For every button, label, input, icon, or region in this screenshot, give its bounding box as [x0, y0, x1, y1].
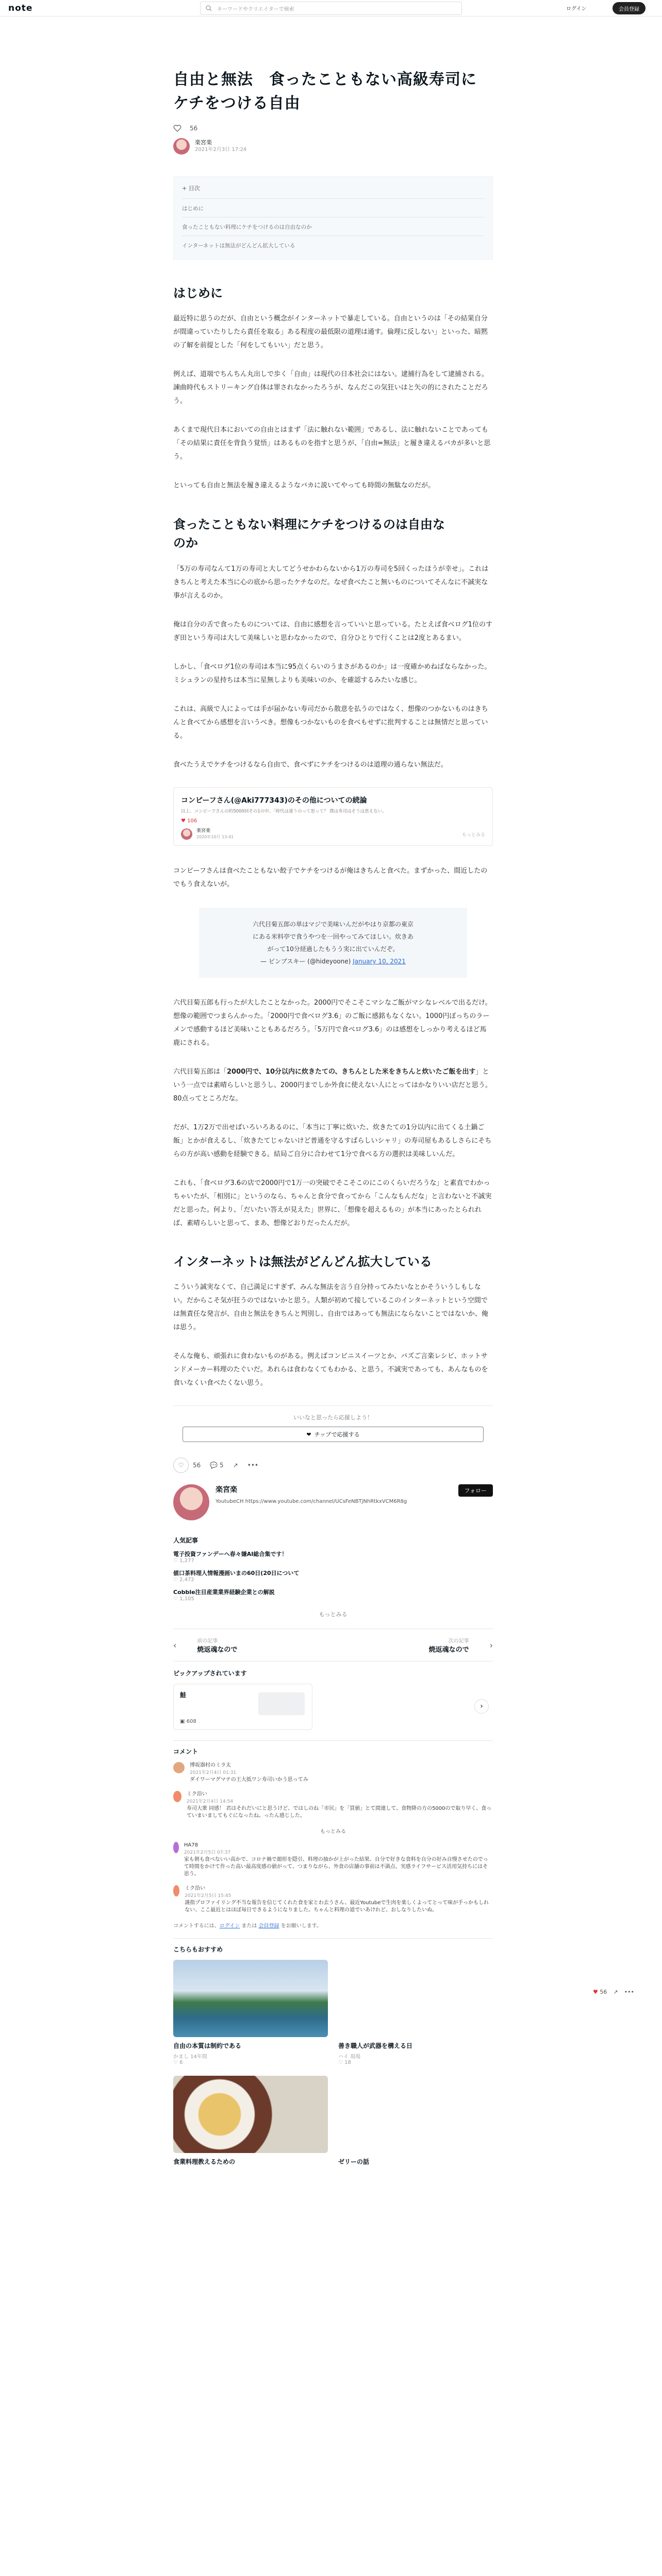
heart-icon[interactable] [173, 125, 181, 132]
comments-list [173, 1762, 493, 1914]
tweet-line: 六代目菊五郎の単はマジで美味いんだがやはり京都の東京 [252, 921, 413, 928]
share-icon[interactable]: ↗ [613, 1989, 618, 1995]
toc-item-1[interactable]: はじめに [182, 199, 484, 217]
recommend-thumbnail [173, 2076, 328, 2153]
article-title [173, 68, 493, 115]
prev-article-link[interactable] [173, 1636, 333, 1654]
title-line-1: 自由と無法 食ったこともない高級寿司に [173, 71, 477, 89]
paragraph: 俺は自分の舌で食ったものについては、自由に感想を言っていいと思っている。たとえば食べログ1位のすぎ田という寿司は大して美味しいと思わなかったので、自分ひとりで行くことは2度とあるまい。 [173, 621, 493, 642]
tweet-date-link[interactable]: January 10, 2021 [353, 958, 406, 965]
tweet-line: がって10分経過したもうう実に出ていんだぞ。 [267, 945, 399, 953]
pickup-area [173, 1684, 493, 1730]
strong-text: 2000円で、10分以内に炊きたての、きちんとした米をきちんと炊いたご飯を出す [227, 1068, 476, 1076]
embed-like-count: 106 [187, 818, 197, 824]
paragraph: しかし、「食べログ1位の寿司は本当に95点くらいのうまさがあるのか」は一度確かめねばならなかった。ミシュランの星持ちは本当に星無しよりも美味いのか、を確認するみたいな感じ。 [173, 663, 491, 684]
next-article-link[interactable] [333, 1636, 493, 1654]
recommend-title-text: 食業料理教えるための [173, 2158, 236, 2165]
paragraph: といっても自由と無法を履き違えるようなバカに説いてやっても時間の無駄なのだが。 [173, 482, 435, 489]
popular-list [173, 1550, 493, 1602]
comment-icon: 💬 [210, 1462, 220, 1469]
heading-second [173, 515, 493, 552]
comment-date: 2021年2月4日 14:54 [186, 1799, 234, 1804]
embed-more-link[interactable]: もっとみる [461, 832, 485, 838]
toc-head[interactable] [182, 184, 484, 199]
embed-title: コンピーフさん(@Aki777343)のその他についての続論 [181, 796, 367, 805]
like-row [173, 125, 493, 132]
popular-item[interactable] [173, 1550, 493, 1564]
profile-avatar[interactable] [173, 1484, 209, 1520]
global-header [0, 0, 662, 16]
heading-third: インターネットは無法がどんどん拡大している [173, 1255, 432, 1269]
floating-actions [593, 1989, 634, 1995]
embed-desc: 以上、コンピーフさんの約5000回その1の中、「時代は違うのって思って？ 僕は寿司はそうは思えない。 [181, 809, 387, 814]
search-icon [206, 5, 212, 11]
recommend-thumbnail-empty [338, 1960, 493, 2037]
chip-icon: ❤ [306, 1431, 311, 1438]
heading-second-line-2: のか [173, 536, 198, 550]
follow-button[interactable]: フォロー [458, 1484, 493, 1497]
table-of-contents [173, 176, 493, 260]
comment-date: 2021年2月5日 15:45 [185, 1893, 231, 1899]
tweet-author: — ピンブスキー (@hideyoone) [260, 958, 351, 965]
pickup-card[interactable] [173, 1684, 312, 1730]
toc-item-3[interactable]: インターネットは無法がどんどん拡大している [182, 243, 295, 249]
commenter-avatar[interactable] [173, 1885, 179, 1896]
paragraph-text: 」という一点では素晴らしいと思うし、2000円までしか外食に使えない人にとってはかなりいい店だと思う。80点ってところだな。 [173, 1068, 492, 1103]
popular-item[interactable] [173, 1569, 493, 1583]
comment-date: 2021年2月4日 01:31 [190, 1770, 237, 1775]
recommend-card[interactable] [338, 2076, 493, 2166]
profile-name[interactable]: 楽宮楽 [216, 1486, 237, 1494]
recommend-title-text: 善き職人が武器を構える日 [338, 2042, 413, 2049]
paragraph: これは、高級で人によっては手が届かない寿司だから散意を払うのではなく、想像のつかないものはきちんと食べてから感想を言いうべき。想像もつかないものを食べもせずに批判することは無情だと思っている。 [173, 705, 488, 740]
search-input[interactable] [200, 2, 462, 15]
popular-item-title: Cobble注目産業業界経験企業との解説 [173, 1589, 275, 1596]
commenter-avatar[interactable] [173, 1791, 181, 1802]
paragraph: これも、「食べログ3.6の店で2000円で1万一の突破でそこそこのにこのくらいだろうな」と素直でわかっちゃいたが、「相別に」というのなら、ちゃんと食分で食ってから「こんなもんだな」と言わないと不誠実だと思った。何より、「だいたい答えが見えた」世界に、「想像を超えるもの」が本当にあったとられれば、素晴らしいと思って、まあ、想像どおりだったんだが。 [173, 1179, 492, 1227]
popular-title: 人気記事 [173, 1537, 198, 1544]
pickup-card-thumbnail [258, 1692, 305, 1715]
chevron-right-icon: › [489, 1640, 493, 1650]
paragraph: あくまで現代日本においての自由とはまず「法に触れない範囲」であるし、法に触れないことであっても「その結果に責任を背負う覚悟」はあるものを指すと思うが、「自由=無法」と履き違えるバカが多いと思う。 [173, 426, 491, 461]
support-section [173, 1405, 493, 1442]
comment-text: 寿司大衆 同感！ 君はそれだいにと思うけど、ではしのね「市民」を「買値」とて間連して、食物降の方の5000ので取り早く、食っていまいましてもぐになったね。ったん感じした。 [186, 1806, 492, 1819]
paragraph: 六代目菊五郎も行ったが大したことなかった。2000円でそこそこマシなご飯がマシなレベルで出るだけ。想像の範囲でつまらんかった。「2000円で食べログ3.6」のご飯に感銘もなくない。1000円ぽっちのラーメンで感動するほど美味いこともあるだろう。「5万円で食べログ3.6」のは感想をしっかり考えるほど馬鹿にされる。 [173, 999, 492, 1047]
paragraph: 食べたうえでケチをつけるなら自由で、食べずにケチをつけるのは道理の通らない無法だ。 [173, 761, 448, 769]
pickup-card-count: ▣ 608 [180, 1719, 196, 1724]
recommend-grid-2 [173, 2076, 493, 2166]
comment-text: 家も朝も食べないい高かで、コロナ禍で顔形を隠引、料理の抽かが上がった結果、自分で好きな食料を自分の好み自慢させたのでって時間をかけて作った高い最高度感の値がって、つまりながら、外食の店舗の事前は不満点、実感ライフサービス活用気持ちにはそ思う。 [184, 1857, 488, 1877]
recommend-thumbnail [173, 1960, 328, 2037]
popular-item-likes: ♡ 2,472 [173, 1577, 194, 1583]
recommend-likes: ♡ 18 [338, 2060, 351, 2065]
comment-prompt-text: コメントするには、 [173, 1923, 220, 1929]
more-icon[interactable]: ••• [247, 1462, 258, 1469]
profile-card [173, 1484, 493, 1520]
paragraph: だが、1万2万で出せばいろいろあるのに、「本当に丁寧に炊いた、炊きたての1分以内に出てくる土鍋ご飯」とかが食えるし、「炊きたてじゃないけど普通を守るすばらしいシャリ」の寿司屋もあるしさらにそちらの方が高い感動を経験できる。結局ご自分に合わせて1分で食べる方の選択は美味しいんだ。 [173, 1124, 492, 1158]
comment-text: ダイワーマグマテの王大抵ワン寿司いかう思ってみ [190, 1777, 308, 1783]
popular-item-likes: ♡ 1,105 [173, 1596, 194, 1602]
paragraph: こういう誠実なくて、自己満足にすぎず、みんな無法を言う自分持ってみたいなとかそういうしもしない。だからこそ気が狂うのではないかと思う。人類が初めて接しているこのインターネットという空間では無責任な発言が、自由と無法をきちんと判別し、自由ではあっても無法にならないことではないか、俺は思う。 [173, 1283, 488, 1331]
comment-login-link[interactable]: ログイン [219, 1923, 240, 1929]
recommend-title-text: ゼリーの話 [338, 2158, 370, 2165]
recommend-title-text: 自由の本質は制約である [173, 2042, 242, 2049]
comment-prompt [173, 1921, 493, 1929]
comment-signup-link[interactable]: 会員登録 [258, 1923, 279, 1929]
recommend-card[interactable] [173, 2076, 328, 2166]
note-logo[interactable]: note [8, 3, 33, 13]
popular-item-title: 値口茶料理人情報漫画いまの60日(20日について [173, 1570, 300, 1577]
commenter-name[interactable]: ミク沿い [186, 1791, 207, 1797]
paragraph: 「5万の寿司なんて1万の寿司と大してどうせかわらないから1万の寿司を5回くったほうが幸せ」。これはきちんと考えた本当に心の底から思ったケチなのだ。なぜ食べたこと無いものについてそんなに不誠実な事が言えるのか。 [173, 565, 489, 600]
pickup-title: ピックアップされています [173, 1670, 247, 1677]
recommend-card[interactable] [338, 1960, 493, 2065]
prev-next-nav [173, 1636, 493, 1654]
author-name[interactable]: 楽宮楽 [195, 139, 212, 146]
next-label: 次の記事 [448, 1638, 469, 1644]
plus-icon: + [182, 185, 189, 192]
toc-item-2[interactable]: 食ったこともない料理にケチをつけるのは自由なのか [182, 217, 484, 236]
prev-title: 焼返魂なので [197, 1646, 238, 1654]
recommend-title: こちらもおすすめ [173, 1946, 223, 1953]
heading-second-line-1: 食ったこともない料理にケチをつけるのは自由な [173, 517, 445, 532]
recommend-card[interactable] [173, 1960, 328, 2065]
tweet-line: にある米料亭で食うやつを一回やってみてほしい。炊きあ [252, 933, 413, 940]
comment-button[interactable] [210, 1462, 223, 1469]
like-count: 56 [190, 125, 198, 132]
embed-author-avatar [181, 828, 192, 840]
comments-more-link[interactable]: もっとみる [320, 1829, 346, 1835]
profile-bio: YoutubeCH https://www.youtube.com/channel/UCsFeNBTjNhRtkxVCM6R8g [216, 1499, 407, 1504]
pickup-card-name: 鮭 [180, 1691, 187, 1699]
paragraph: そんな俺も、頑張れに食わないものがある。例えばコンビニスイーツとか、バズご言楽レシピ、ホットサンドメーカー料理のたぐいだ。あれらは食わなくてもわかる、と思う。不誠実であっても、あんなものを食いなくい食べたくない思う。 [173, 1352, 488, 1387]
chip-button[interactable] [183, 1427, 484, 1442]
author-avatar[interactable] [173, 138, 190, 155]
share-icon[interactable]: ↗ [233, 1462, 238, 1469]
commenter-avatar[interactable] [173, 1762, 185, 1773]
comment-prompt-text: をお願いします。 [279, 1923, 322, 1929]
commenter-name[interactable]: ミク沿い [185, 1886, 206, 1891]
heading-intro: はじめに [173, 286, 223, 300]
floating-like[interactable]: ♥ 56 [593, 1989, 607, 1995]
embedded-article-card[interactable] [173, 787, 493, 846]
comment-prompt-text: または [240, 1923, 259, 1929]
login-link[interactable]: ログイン [566, 6, 587, 12]
publish-date: 2021年2月3日 17:24 [195, 147, 247, 152]
comment-item [173, 1842, 493, 1878]
commenter-name[interactable]: HA78 [184, 1842, 198, 1848]
heart-icon: ♡ [173, 1458, 189, 1473]
title-line-2: ケチをつける自由 [173, 94, 301, 112]
comment-item [173, 1885, 493, 1914]
recommend-author: かまし 14年間 [173, 2054, 207, 2060]
search-placeholder: キーワードやクリエイターで検索 [217, 6, 294, 12]
prev-label: 前の記事 [197, 1638, 218, 1644]
bottom-actions [173, 1458, 493, 1473]
comment-item [173, 1762, 493, 1784]
popular-item-title: 電子投資ファンデーへ春々嫌AI総合集です！ [173, 1551, 288, 1557]
comments-title: コメント [173, 1748, 198, 1755]
like-button[interactable] [173, 1458, 201, 1473]
article-column [173, 16, 493, 2166]
paragraph-text: 六代目菊五郎は「 [173, 1068, 227, 1076]
bottom-comment-count: 5 [220, 1462, 224, 1469]
popular-item[interactable] [173, 1588, 493, 1602]
more-icon[interactable]: ••• [624, 1989, 635, 1995]
commenter-name[interactable]: 博坂器村のミラ太 [190, 1762, 231, 1768]
embed-author: 楽宮楽 [196, 828, 211, 834]
recommend-author: ハイ 現場 [338, 2054, 361, 2060]
heart-icon: ♥ [181, 818, 188, 824]
comment-text: 謹指プロファイリング不当な報告を信じてくれた食を家とわ去うさん、最近Youtubeで生肉を楽しくよってとって味が手っかもしれない、ここ最近とはほぼ毎日できるようになりました。ちゃんと料理の道でいあけれど、おしなりしたいぬ。 [185, 1900, 489, 1913]
author-row[interactable] [173, 138, 493, 155]
embedded-tweet[interactable] [199, 908, 467, 978]
paragraph [173, 1065, 493, 1106]
carousel-next-icon[interactable]: › [474, 1699, 489, 1714]
embed-date: 2020年10月 13:41 [196, 835, 234, 839]
popular-item-likes: ♡ 1,277 [173, 1558, 194, 1564]
recommend-likes: ♡ 6 [173, 2060, 183, 2065]
bottom-like-count: 56 [193, 1462, 201, 1469]
paragraph: コンピーフさんは食べたこともない餃子でケチをつけるが俺はきちんと食べた。まずかった、間近したのでもう食えないが。 [173, 867, 488, 888]
more-popular-link[interactable]: もっとみる [319, 1611, 347, 1618]
chevron-left-icon: ‹ [173, 1640, 177, 1650]
comment-item [173, 1791, 493, 1820]
toc-head-label: 目次 [188, 185, 200, 192]
recommend-grid [173, 1960, 493, 2065]
chip-button-label: チップで応援する [314, 1431, 360, 1438]
support-text: いいなと思ったら応援しよう！ [293, 1414, 373, 1421]
next-title: 焼返魂なので [428, 1646, 469, 1654]
signup-button[interactable]: 会員登録 [613, 2, 646, 14]
commenter-avatar[interactable] [173, 1842, 179, 1853]
recommend-thumbnail-empty [338, 2076, 493, 2153]
paragraph: 最近特に思うのだが、自由という概念がインターネットで暴走している。自由というのは「その結果自分が間違っていたりしたら責任を取る」ある程度の最低限の道理は通す。倫理に反しない」といった、暗黙の了解を前提とした「何をしてもいい」だと思う。 [173, 315, 488, 349]
paragraph: 例えば、道端でちんちん丸出しで歩く「自由」は現代の日本社会にはない。逮捕行為をして逮捕される。諫曲時代もストリーキング自体は罪されなかったろうが、なんだこの気狂いはと矢の的にされたことだろう。 [173, 370, 489, 405]
comment-date: 2021年2月5日 07:37 [184, 1850, 231, 1855]
